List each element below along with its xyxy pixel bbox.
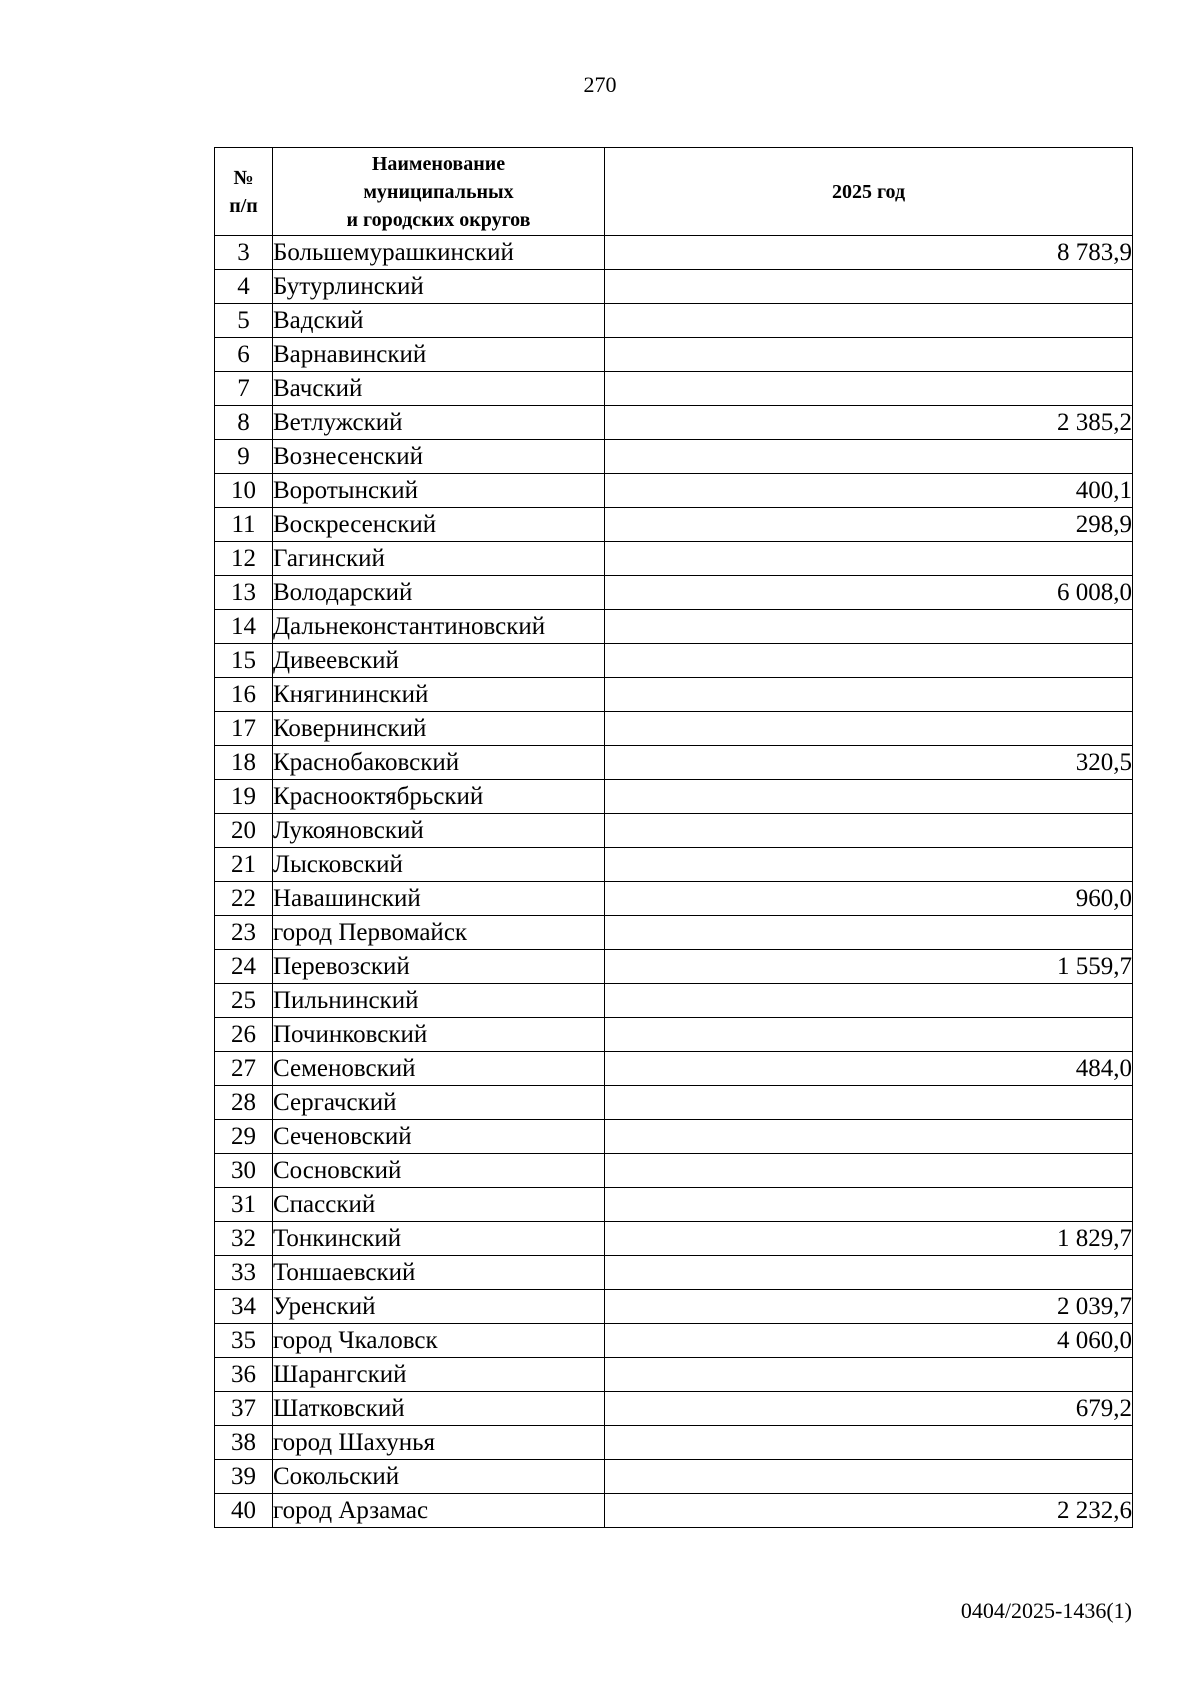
municipality-name-cell: Краснобаковский (273, 746, 605, 780)
table-row (215, 916, 1133, 950)
value-2025-cell: 484,0 (605, 1052, 1133, 1086)
row-number-cell: 37 (215, 1392, 273, 1426)
table-row (215, 984, 1133, 1018)
table-header-row (215, 148, 1133, 236)
row-number-cell: 7 (215, 372, 273, 406)
value-2025-cell: 960,0 (605, 882, 1133, 916)
value-2025-cell (605, 644, 1133, 678)
row-number-cell: 17 (215, 712, 273, 746)
table-row (215, 712, 1133, 746)
row-number-cell: 20 (215, 814, 273, 848)
value-2025-cell: 679,2 (605, 1392, 1133, 1426)
municipality-name-cell: Семеновский (273, 1052, 605, 1086)
row-number-cell: 19 (215, 780, 273, 814)
value-2025-cell: 298,9 (605, 508, 1133, 542)
row-number-cell: 10 (215, 474, 273, 508)
row-number-cell: 5 (215, 304, 273, 338)
municipality-name-cell: Спасский (273, 1188, 605, 1222)
municipality-name-cell: Пильнинский (273, 984, 605, 1018)
municipality-name-cell: Сергачский (273, 1086, 605, 1120)
table-row (215, 1494, 1133, 1528)
value-2025-cell (605, 712, 1133, 746)
value-2025-cell (605, 678, 1133, 712)
table-row (215, 1052, 1133, 1086)
row-number-cell: 28 (215, 1086, 273, 1120)
value-2025-cell: 4 060,0 (605, 1324, 1133, 1358)
value-2025-cell: 8 783,9 (605, 236, 1133, 270)
table-row (215, 1086, 1133, 1120)
municipality-name-cell: Дивеевский (273, 644, 605, 678)
value-2025-cell (605, 1120, 1133, 1154)
row-number-cell: 39 (215, 1460, 273, 1494)
value-2025-cell: 2 385,2 (605, 406, 1133, 440)
row-number-cell: 3 (215, 236, 273, 270)
value-2025-cell: 1 829,7 (605, 1222, 1133, 1256)
table-row (215, 508, 1133, 542)
value-2025-cell (605, 1154, 1133, 1188)
table-row (215, 1018, 1133, 1052)
municipality-name-cell: Большемурашкинский (273, 236, 605, 270)
table-row (215, 1392, 1133, 1426)
municipality-name-cell: Шарангский (273, 1358, 605, 1392)
municipality-name-cell: Сеченовский (273, 1120, 605, 1154)
row-number-cell: 4 (215, 270, 273, 304)
header-municipality-name: Наименование муниципальных и городских округов (273, 148, 605, 236)
table-row (215, 1290, 1133, 1324)
municipality-name-cell: Шатковский (273, 1392, 605, 1426)
table-row (215, 1256, 1133, 1290)
table-row (215, 474, 1133, 508)
table-row (215, 576, 1133, 610)
row-number-cell: 40 (215, 1494, 273, 1528)
row-number-cell: 22 (215, 882, 273, 916)
row-number-cell: 25 (215, 984, 273, 1018)
table-row (215, 1358, 1133, 1392)
row-number-cell: 33 (215, 1256, 273, 1290)
table-row (215, 882, 1133, 916)
row-number-cell: 23 (215, 916, 273, 950)
municipality-name-cell: Вознесенский (273, 440, 605, 474)
municipality-name-cell: Ветлужский (273, 406, 605, 440)
document-code: 0404/2025-1436(1) (960, 1598, 1132, 1623)
table-body (215, 236, 1133, 1528)
value-2025-cell (605, 1460, 1133, 1494)
row-number-cell: 26 (215, 1018, 273, 1052)
row-number-cell: 24 (215, 950, 273, 984)
municipality-name-cell: город Первомайск (273, 916, 605, 950)
row-number-cell: 32 (215, 1222, 273, 1256)
municipality-name-cell: Вадский (273, 304, 605, 338)
municipality-name-cell: Ковернинский (273, 712, 605, 746)
municipality-name-cell: Володарский (273, 576, 605, 610)
value-2025-cell (605, 440, 1133, 474)
header-row-number: № п/п (215, 148, 273, 236)
table-row (215, 440, 1133, 474)
municipality-name-cell: Лукояновский (273, 814, 605, 848)
row-number-cell: 6 (215, 338, 273, 372)
row-number-cell: 13 (215, 576, 273, 610)
value-2025-cell: 2 039,7 (605, 1290, 1133, 1324)
municipality-name-cell: Сосновский (273, 1154, 605, 1188)
municipality-name-cell: город Чкаловск (273, 1324, 605, 1358)
value-2025-cell: 2 232,6 (605, 1494, 1133, 1528)
table-row (215, 1324, 1133, 1358)
table-row (215, 848, 1133, 882)
table-row (215, 406, 1133, 440)
row-number-cell: 30 (215, 1154, 273, 1188)
municipality-name-cell: Варнавинский (273, 338, 605, 372)
table-row (215, 304, 1133, 338)
value-2025-cell (605, 304, 1133, 338)
row-number-cell: 36 (215, 1358, 273, 1392)
row-number-cell: 11 (215, 508, 273, 542)
row-number-cell: 15 (215, 644, 273, 678)
municipality-name-cell: Перевозский (273, 950, 605, 984)
table-row (215, 644, 1133, 678)
value-2025-cell (605, 610, 1133, 644)
row-number-cell: 27 (215, 1052, 273, 1086)
municipality-name-cell: Гагинский (273, 542, 605, 576)
row-number-cell: 38 (215, 1426, 273, 1460)
row-number-cell: 18 (215, 746, 273, 780)
municipality-name-cell: Уренский (273, 1290, 605, 1324)
value-2025-cell: 320,5 (605, 746, 1133, 780)
municipality-name-cell: Вачский (273, 372, 605, 406)
value-2025-cell (605, 1358, 1133, 1392)
value-2025-cell (605, 848, 1133, 882)
municipality-name-cell: город Арзамас (273, 1494, 605, 1528)
row-number-cell: 12 (215, 542, 273, 576)
value-2025-cell: 400,1 (605, 474, 1133, 508)
table-row (215, 746, 1133, 780)
value-2025-cell (605, 814, 1133, 848)
table-row (215, 780, 1133, 814)
value-2025-cell: 6 008,0 (605, 576, 1133, 610)
row-number-cell: 35 (215, 1324, 273, 1358)
row-number-cell: 21 (215, 848, 273, 882)
municipal-allocation-table (214, 147, 1133, 1528)
table-row (215, 372, 1133, 406)
header-year-2025: 2025 год (605, 148, 1133, 236)
municipality-name-cell: Княгининский (273, 678, 605, 712)
municipality-name-cell: Дальнеконстантиновский (273, 610, 605, 644)
table-row (215, 1222, 1133, 1256)
municipality-name-cell: Навашинский (273, 882, 605, 916)
municipality-name-cell: Бутурлинский (273, 270, 605, 304)
row-number-cell: 29 (215, 1120, 273, 1154)
value-2025-cell (605, 916, 1133, 950)
value-2025-cell (605, 372, 1133, 406)
municipality-name-cell: город Шахунья (273, 1426, 605, 1460)
table-row (215, 338, 1133, 372)
row-number-cell: 9 (215, 440, 273, 474)
value-2025-cell: 1 559,7 (605, 950, 1133, 984)
value-2025-cell (605, 984, 1133, 1018)
municipality-name-cell: Краснооктябрьский (273, 780, 605, 814)
table-row (215, 270, 1133, 304)
value-2025-cell (605, 1256, 1133, 1290)
value-2025-cell (605, 1018, 1133, 1052)
value-2025-cell (605, 542, 1133, 576)
table-row (215, 1426, 1133, 1460)
table-row (215, 1154, 1133, 1188)
value-2025-cell (605, 1188, 1133, 1222)
row-number-cell: 14 (215, 610, 273, 644)
table-row (215, 950, 1133, 984)
value-2025-cell (605, 1086, 1133, 1120)
row-number-cell: 34 (215, 1290, 273, 1324)
row-number-cell: 31 (215, 1188, 273, 1222)
value-2025-cell (605, 1426, 1133, 1460)
municipality-name-cell: Тоншаевский (273, 1256, 605, 1290)
page-number: 270 (583, 72, 617, 97)
municipality-name-cell: Лысковский (273, 848, 605, 882)
municipality-name-cell: Воротынский (273, 474, 605, 508)
value-2025-cell (605, 780, 1133, 814)
row-number-cell: 8 (215, 406, 273, 440)
value-2025-cell (605, 338, 1133, 372)
table-row (215, 236, 1133, 270)
table-row (215, 678, 1133, 712)
table-row (215, 814, 1133, 848)
table-row (215, 1120, 1133, 1154)
table-row (215, 1460, 1133, 1494)
municipality-name-cell: Починковский (273, 1018, 605, 1052)
municipality-name-cell: Воскресенский (273, 508, 605, 542)
municipality-name-cell: Тонкинский (273, 1222, 605, 1256)
municipality-name-cell: Сокольский (273, 1460, 605, 1494)
table-row (215, 542, 1133, 576)
row-number-cell: 16 (215, 678, 273, 712)
value-2025-cell (605, 270, 1133, 304)
table-row (215, 610, 1133, 644)
table-row (215, 1188, 1133, 1222)
